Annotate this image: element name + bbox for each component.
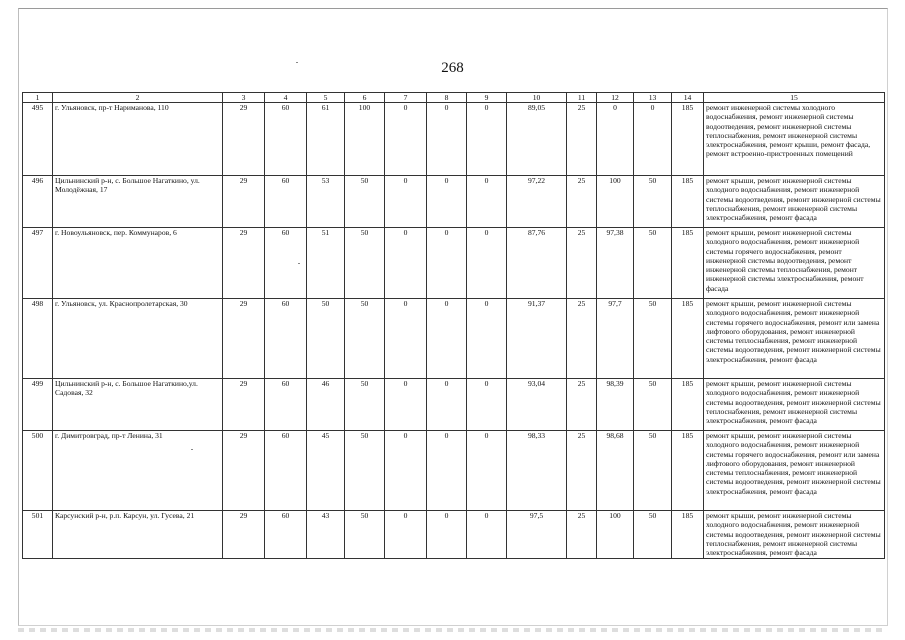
value-cell: 0 xyxy=(385,431,427,511)
value-cell: 0 xyxy=(427,103,467,176)
address-cell: Цильнинский р-н, с. Большое Нагаткино, ул. Молодёжная, 17 xyxy=(53,176,223,228)
value-cell: 25 xyxy=(567,228,597,299)
value-cell: 98,33 xyxy=(507,431,567,511)
value-cell: 60 xyxy=(265,431,307,511)
value-cell: 87,76 xyxy=(507,228,567,299)
address-cell: г. Ульяновск, пр-т Нариманова, 110 xyxy=(53,103,223,176)
address-cell: г. Ульяновск, ул. Краснопролетарская, 30 xyxy=(53,299,223,379)
value-cell: 50 xyxy=(345,228,385,299)
value-cell: 25 xyxy=(567,431,597,511)
value-cell: 60 xyxy=(265,379,307,431)
value-cell: 50 xyxy=(345,511,385,559)
value-cell: 50 xyxy=(345,176,385,228)
col-header: 10 xyxy=(507,93,567,103)
row-number: 496 xyxy=(23,176,53,228)
page-number: 268 xyxy=(441,60,464,76)
work-description-cell: ремонт инженерной системы холодного водоснабжения, ремонт инженерной системы водоотведения, ремонт инженерной системы теплоснабжения, ремонт инженерной системы электроснабжения, ремонт крыши, ремонт фасада, ремонт встроенно-пристроенных помещений xyxy=(704,103,885,176)
value-cell: 0 xyxy=(427,431,467,511)
table-row xyxy=(23,511,885,559)
row-number: 495 xyxy=(23,103,53,176)
col-header: 13 xyxy=(634,93,672,103)
value-cell: 60 xyxy=(265,299,307,379)
value-cell: 29 xyxy=(223,299,265,379)
value-cell: 0 xyxy=(634,103,672,176)
table-row xyxy=(23,379,885,431)
table-row xyxy=(23,299,885,379)
col-header: 1 xyxy=(23,93,53,103)
col-header: 9 xyxy=(467,93,507,103)
scan-speck xyxy=(191,449,193,450)
value-cell: 29 xyxy=(223,511,265,559)
value-cell: 185 xyxy=(672,228,704,299)
value-cell: 0 xyxy=(467,299,507,379)
value-cell: 25 xyxy=(567,511,597,559)
value-cell: 25 xyxy=(567,379,597,431)
value-cell: 0 xyxy=(597,103,634,176)
col-header: 5 xyxy=(307,93,345,103)
value-cell: 50 xyxy=(345,379,385,431)
work-description-cell: ремонт крыши, ремонт инженерной системы холодного водоснабжения, ремонт инженерной системы водоотведения, ремонт инженерной системы теплоснабжения, ремонт инженерной системы электроснабжения, ремонт фасада xyxy=(704,379,885,431)
value-cell: 50 xyxy=(634,379,672,431)
table-row xyxy=(23,431,885,511)
value-cell: 50 xyxy=(345,431,385,511)
value-cell: 0 xyxy=(467,176,507,228)
work-description-cell: ремонт крыши, ремонт инженерной системы холодного водоснабжения, ремонт инженерной системы горячего водоснабжения, ремонт или замена лифтового оборудования, ремонт инженерной системы теплоснабжения, ремонт инженерной системы водоотведения, ремонт инженерной системы электроснабжения, ремонт фасада xyxy=(704,431,885,511)
value-cell: 25 xyxy=(567,176,597,228)
value-cell: 97,7 xyxy=(597,299,634,379)
value-cell: 97,22 xyxy=(507,176,567,228)
work-description-cell: ремонт крыши, ремонт инженерной системы холодного водоснабжения, ремонт инженерной системы водоотведения, ремонт инженерной системы теплоснабжения, ремонт инженерной системы электроснабжения, ремонт фасада xyxy=(704,176,885,228)
value-cell: 185 xyxy=(672,176,704,228)
row-number: 499 xyxy=(23,379,53,431)
address-cell: Карсунский р-н, р.п. Карсун, ул. Гусева, 21 xyxy=(53,511,223,559)
value-cell: 100 xyxy=(597,511,634,559)
value-cell: 29 xyxy=(223,228,265,299)
value-cell: 185 xyxy=(672,431,704,511)
value-cell: 0 xyxy=(427,176,467,228)
value-cell: 60 xyxy=(265,511,307,559)
scan-speck xyxy=(298,263,300,264)
value-cell: 50 xyxy=(634,431,672,511)
value-cell: 97,38 xyxy=(597,228,634,299)
value-cell: 185 xyxy=(672,511,704,559)
value-cell: 43 xyxy=(307,511,345,559)
value-cell: 0 xyxy=(467,379,507,431)
value-cell: 60 xyxy=(265,103,307,176)
value-cell: 100 xyxy=(345,103,385,176)
value-cell: 97,5 xyxy=(507,511,567,559)
value-cell: 100 xyxy=(597,176,634,228)
value-cell: 45 xyxy=(307,431,345,511)
value-cell: 0 xyxy=(427,228,467,299)
col-header: 3 xyxy=(223,93,265,103)
value-cell: 0 xyxy=(467,228,507,299)
value-cell: 0 xyxy=(467,431,507,511)
address-cell: г. Новоульяновск, пер. Коммунаров, 6 xyxy=(53,228,223,299)
value-cell: 51 xyxy=(307,228,345,299)
row-number: 500 xyxy=(23,431,53,511)
table-row xyxy=(23,228,885,299)
value-cell: 61 xyxy=(307,103,345,176)
row-number: 498 xyxy=(23,299,53,379)
work-description-cell: ремонт крыши, ремонт инженерной системы холодного водоснабжения, ремонт инженерной системы горячего водоснабжения, ремонт или замена лифтового оборудования, ремонт инженерной системы теплоснабжения, ремонт инженерной системы водоотведения, ремонт инженерной системы электроснабжения, ремонт фасада xyxy=(704,299,885,379)
value-cell: 0 xyxy=(385,176,427,228)
value-cell: 60 xyxy=(265,176,307,228)
work-description-cell: ремонт крыши, ремонт инженерной системы холодного водоснабжения, ремонт инженерной системы водоотведения, ремонт инженерной системы теплоснабжения, ремонт инженерной системы электроснабжения, ремонт фасада xyxy=(704,511,885,559)
scan-speck xyxy=(296,62,298,63)
value-cell: 0 xyxy=(385,228,427,299)
value-cell: 0 xyxy=(467,511,507,559)
value-cell: 50 xyxy=(345,299,385,379)
repair-register-table xyxy=(22,92,885,559)
work-description-cell: ремонт крыши, ремонт инженерной системы холодного водоснабжения, ремонт инженерной системы горячего водоснабжения, ремонт инженерной системы водоотведения, ремонт инженерной системы теплоснабжения, ремонт инженерной системы электроснабжения, ремонт фасада xyxy=(704,228,885,299)
value-cell: 29 xyxy=(223,176,265,228)
col-header: 12 xyxy=(597,93,634,103)
row-number: 501 xyxy=(23,511,53,559)
address-cell: г. Димитровград, пр-т Ленина, 31 xyxy=(53,431,223,511)
value-cell: 0 xyxy=(385,103,427,176)
value-cell: 29 xyxy=(223,431,265,511)
value-cell: 50 xyxy=(634,176,672,228)
value-cell: 0 xyxy=(385,299,427,379)
col-header: 15 xyxy=(704,93,885,103)
value-cell: 46 xyxy=(307,379,345,431)
value-cell: 0 xyxy=(427,379,467,431)
col-header: 8 xyxy=(427,93,467,103)
value-cell: 89,05 xyxy=(507,103,567,176)
value-cell: 0 xyxy=(427,299,467,379)
col-header: 11 xyxy=(567,93,597,103)
value-cell: 60 xyxy=(265,228,307,299)
value-cell: 25 xyxy=(567,299,597,379)
col-header: 6 xyxy=(345,93,385,103)
value-cell: 0 xyxy=(385,511,427,559)
value-cell: 25 xyxy=(567,103,597,176)
value-cell: 0 xyxy=(385,379,427,431)
value-cell: 50 xyxy=(307,299,345,379)
col-header: 2 xyxy=(53,93,223,103)
header-row xyxy=(23,93,885,103)
row-number: 497 xyxy=(23,228,53,299)
value-cell: 50 xyxy=(634,299,672,379)
value-cell: 185 xyxy=(672,103,704,176)
col-header: 7 xyxy=(385,93,427,103)
scan-noise-strip xyxy=(18,628,886,632)
value-cell: 29 xyxy=(223,379,265,431)
table-row xyxy=(23,176,885,228)
value-cell: 98,68 xyxy=(597,431,634,511)
col-header: 4 xyxy=(265,93,307,103)
value-cell: 185 xyxy=(672,379,704,431)
col-header: 14 xyxy=(672,93,704,103)
value-cell: 185 xyxy=(672,299,704,379)
value-cell: 50 xyxy=(634,228,672,299)
value-cell: 50 xyxy=(634,511,672,559)
address-cell: Цильнинский р-н, с. Большое Нагаткино,ул. Садовая, 32 xyxy=(53,379,223,431)
value-cell: 91,37 xyxy=(507,299,567,379)
value-cell: 0 xyxy=(427,511,467,559)
value-cell: 98,39 xyxy=(597,379,634,431)
value-cell: 0 xyxy=(467,103,507,176)
value-cell: 29 xyxy=(223,103,265,176)
table-row xyxy=(23,103,885,176)
value-cell: 93,04 xyxy=(507,379,567,431)
value-cell: 53 xyxy=(307,176,345,228)
